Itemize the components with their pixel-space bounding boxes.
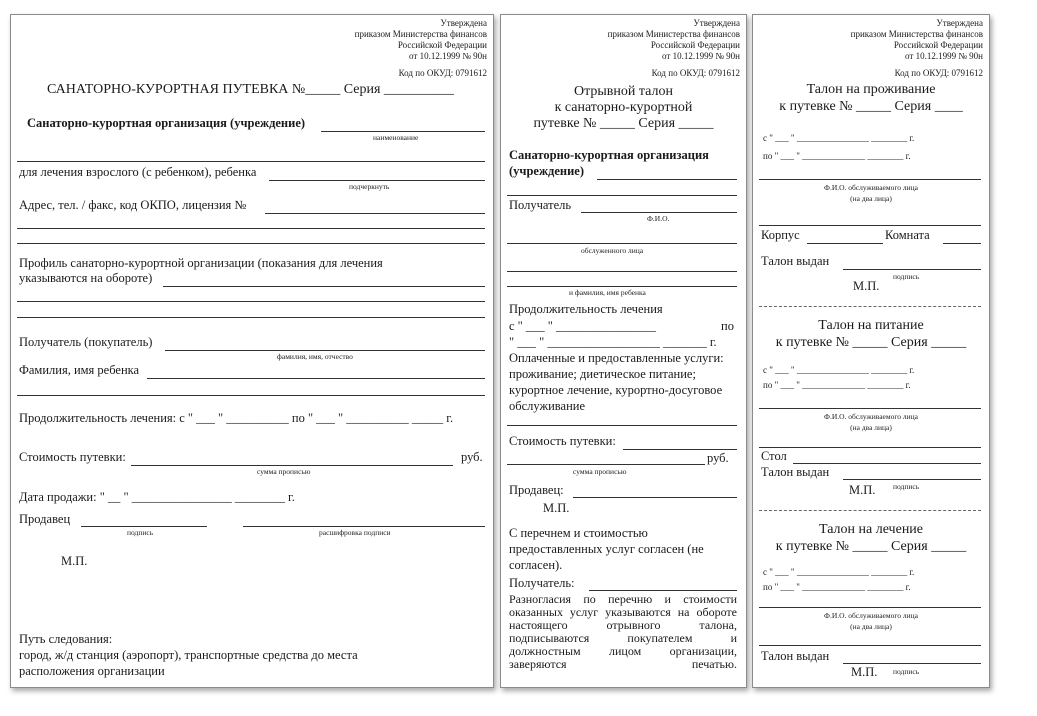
approval-line-3: Российской Федерации [397,40,487,50]
agree-1: С перечнем и стоимостью [509,526,648,540]
fio-hint: Ф.И.О. [647,214,670,223]
stay-two-hint: (на два лица) [850,194,892,203]
approval-line-2: приказом Министерства финансов [354,29,487,39]
coupons-panel [752,14,990,688]
approval-line-1: Утверждена [936,18,983,28]
dispute-text: Разногласия по перечню и стоимости оказанных услуг указываются на обороте настоящего отрывного талона, подписываются покупателем и должностным лицом организации, заверяются печатью. [509,592,737,671]
stay-to: по " ___ " ______________ ________ г. [763,151,911,161]
okud-code: Код по ОКУД: 0791612 [651,68,740,78]
stay-issued: Талон выдан [761,254,830,268]
agree-3: согласен). [509,558,563,572]
recipient-hint: фамилия, имя, отчество [277,352,353,361]
coupon-title-3: путевке № _____ Серия _____ [533,116,714,131]
route-line-2: город, ж/д станция (аэропорт), транспортные средства до места [19,648,358,662]
treat-title-1: Талон на лечение [818,522,924,537]
approval-line-2: приказом Министерства финансов [850,29,983,39]
okud-code: Код по ОКУД: 0791612 [894,68,983,78]
food-title-2: к путевке № _____ Серия _____ [775,335,967,350]
food-sign-hint: подпись [893,482,920,491]
treat-two-hint: (на два лица) [850,622,892,631]
stay-fio-hint: Ф.И.О. обслуживаемого лица [824,183,918,192]
approval-line-3: Российской Федерации [650,40,740,50]
food-fio-hint: Ф.И.О. обслуживаемого лица [824,412,918,421]
coupon-org-1: Санаторно-курортная организация [509,148,709,162]
food-issued: Талон выдан [761,465,830,479]
table-label: Стол [761,449,787,463]
treat-to: по " ___ " ______________ ________ г. [763,582,911,592]
tear-off-coupon [500,14,747,688]
child-hint: и фамилия, имя ребенка [569,288,646,297]
approval-line-4: от 10.12.1999 № 90н [905,51,983,61]
coupon-to-word: по [721,319,734,333]
stay-stamp: М.П. [853,279,880,293]
coupon-recipient: Получатель [509,198,572,212]
coupon-title-1: Отрывной талон [573,84,673,99]
approval-line-1: Утверждена [440,18,487,28]
treat-stamp: М.П. [851,665,878,679]
room-label: Комната [885,228,930,242]
treat-title-2: к путевке № _____ Серия _____ [775,539,967,554]
coupon-recipient-2: Получатель: [509,576,575,590]
coupon-cost: Стоимость путевки: [509,434,616,448]
coupon-org-2: (учреждение) [509,164,585,178]
treat-sign-hint: подпись [893,667,920,676]
route-line-1: Путь следования: [19,632,113,646]
profile-line-1: Профиль санаторно-курортной организации (показания для лечения [19,256,383,270]
stay-title-2: к путевке № _____ Серия ____ [779,99,963,114]
address-label: Адрес, тел. / факс, код ОКПО, лицензия № [19,198,247,212]
duration-line: Продолжительность лечения: с " ___ " __________ по " ___ " __________ _____ г. [19,411,454,425]
food-title-1: Талон на питание [818,318,924,333]
services-4: обслуживание [509,399,586,413]
coupon-duration: Продолжительность лечения [509,302,663,316]
signature-hint: подпись [127,528,154,537]
food-to: по " ___ " ______________ ________ г. [763,380,911,390]
cost-unit: руб. [461,450,483,464]
stay-sign-hint: подпись [893,272,920,281]
food-from: с " ___ " ________________ ________ г. [763,365,915,375]
route-line-3: расположения организации [19,664,165,678]
food-stamp: М.П. [849,483,876,497]
okud-code: Код по ОКУД: 0791612 [398,68,487,78]
cost-label: Стоимость путевки: [19,450,126,464]
cost-hint: сумма прописью [257,467,311,476]
services-3: курортное лечение, курортно-досуговое [509,383,723,397]
recipient-label: Получатель (покупатель) [19,335,153,349]
approval-line-4: от 10.12.1999 № 90н [409,51,487,61]
voucher-title: САНАТОРНО-КУРОРТНАЯ ПУТЕВКА №_____ Серия __________ [47,82,454,97]
treat-from: с " ___ " ________________ ________ г. [763,567,915,577]
treat-fio-hint: Ф.И.О. обслуживаемого лица [824,611,918,620]
agree-2: предоставленных услуг согласен (не [509,542,704,556]
seller-label: Продавец [19,512,71,526]
coupon-seller: Продавец: [509,483,564,497]
treat-issued: Талон выдан [761,649,830,663]
org-hint: наименование [373,133,419,142]
coupon-title-2: к санаторно-курортной [554,100,693,115]
services-2: проживание; диетическое питание; [509,367,696,381]
served-hint: обслуженного лица [581,246,644,255]
coupon-cost-unit: руб. [707,451,729,465]
food-two-hint: (на два лица) [850,423,892,432]
child-name-label: Фамилия, имя ребенка [19,363,140,377]
decode-hint: расшифровка подписи [319,528,391,537]
approval-line-3: Российской Федерации [893,40,983,50]
coupon-cost-hint: сумма прописью [573,467,627,476]
stay-title-1: Талон на проживание [806,82,936,97]
approval-line-2: приказом Министерства финансов [607,29,740,39]
coupon-stamp: М.П. [543,501,570,515]
profile-line-2: указываются на обороте) [19,271,153,285]
voucher-form [10,14,494,688]
stay-from: с " ___ " ________________ ________ г. [763,133,915,143]
treatment-label: для лечения взрослого (с ребенком), ребенка [19,165,257,179]
sale-date-line: Дата продажи: " __ " ________________ ________ г. [19,490,295,504]
org-label: Санаторно-курортная организация (учреждение) [27,116,306,130]
coupon-from: с " ___ " ________________ [509,319,657,333]
coupon-to: " ___ " __________________ _______ г. [509,335,717,349]
approval-line-4: от 10.12.1999 № 90н [662,51,740,61]
services-1: Оплаченные и предоставленные услуги: [509,351,724,365]
underline-hint: подчеркнуть [349,182,390,191]
stamp-label: М.П. [61,554,88,568]
building-label: Корпус [761,228,800,242]
approval-line-1: Утверждена [693,18,740,28]
